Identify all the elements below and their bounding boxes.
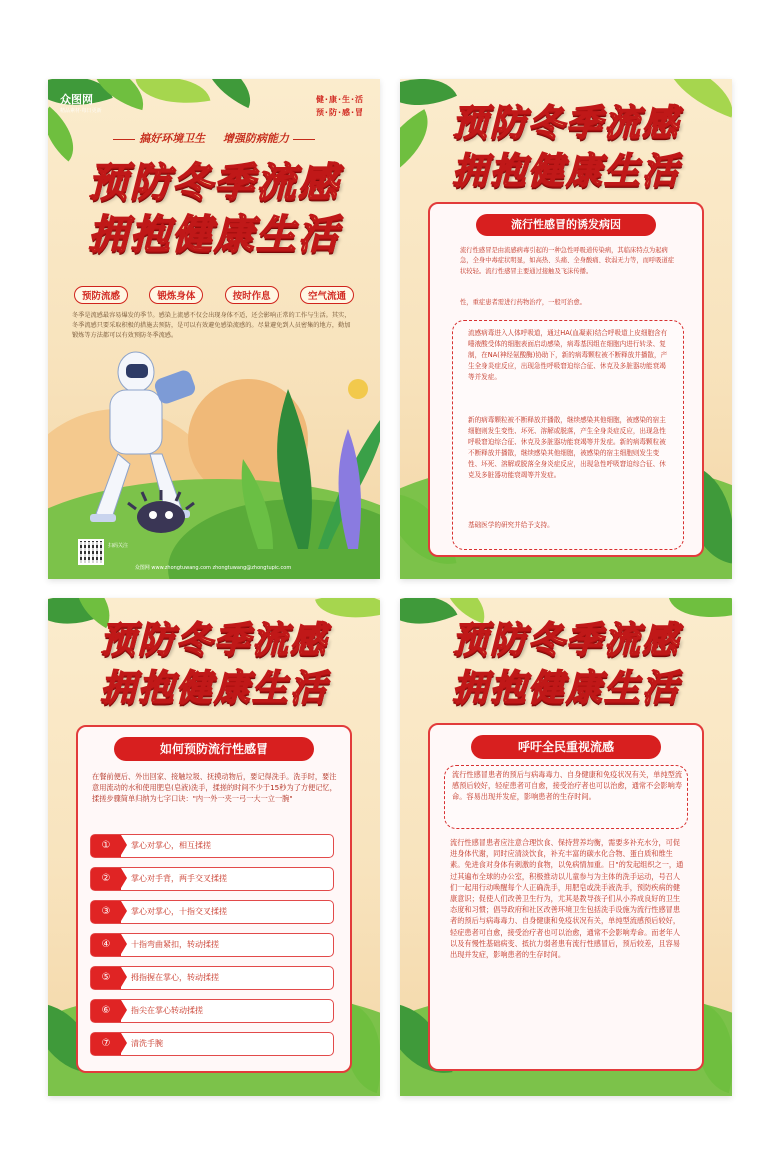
step-item: ④ 十指弯曲紧扣，转动揉搓 [90,933,334,957]
step-item: ⑦ 清洗手腕 [90,1032,334,1056]
side-tag: 健·康·生·活 预·防·感·冒 [315,95,365,117]
chip: 空气流通 [300,286,354,304]
title-line-2: 拥抱健康生活 [99,668,328,709]
qr-label: 扫码关注 [108,543,129,549]
title-line-2: 拥抱健康生活 [451,151,680,192]
step-item: ② 掌心对手背，两手交叉揉搓 [90,867,334,891]
info-card [428,202,704,557]
card-title: 如何预防流行性感冒 [114,737,314,761]
poster-4 [400,598,732,1096]
title-line-2: 拥抱健康生活 [88,212,340,258]
intro-text: 在餐前便后、外出回家、接触垃圾、抚摸动物后，要记得洗手。洗手时，要注意用流动的水和使用肥皂(皂液)洗手，揉搓的时间不少于15秒为了方便记忆，揉搓步骤简单归纳为七字口诀："内一外一夹一弓一大一立一腕" [92,772,337,804]
title-line-1: 预防冬季流感 [451,620,680,661]
qr-code [78,539,104,565]
card-title: 呼吁全民重视流感 [471,735,661,759]
title-line-2: 拥抱健康生活 [451,668,680,709]
body-paragraph: 流行性感冒是由流感病毒引起的一种急性呼吸道传染病，其临床特点为起病急，全身中毒症状明显，如高热、头痛、全身酸痛、软弱无力等，而呼吸道症状较轻。流行性感冒主要通过接触及飞沫传播。 [460,247,675,275]
title-line-1: 预防冬季流感 [88,160,340,206]
chip: 按时作息 [225,286,279,304]
step-item: ⑥ 指尖在掌心转动揉搓 [90,999,334,1023]
brand-logo: 众图网 精品素材·每日更新 [60,93,102,114]
step-item: ① 掌心对掌心，相互揉搓 [90,834,334,858]
info-card [428,723,704,1071]
highlight-text: 流行性感冒患者的预后与病毒毒力、自身健康和免疫状况有关，单纯型流感预后较好，轻症患者可自愈，接受治疗者也可以治愈，通常不会影响寿命。容易出现并发症，影响患者的生存时间。 [452,770,683,802]
title-line-1: 预防冬季流感 [451,103,680,144]
chip: 锻炼身体 [149,286,203,304]
plant-illustration [238,349,380,549]
intro-text: 冬季是流感最容易爆发的季节。感染上流感不仅会出现身体不适，还会影响正常的工作与生活。其实，冬季流感只要采取积极的措施去预防，是可以有效避免感染流感的。尽量避免到人员密集的地方，勤加锻炼等方法都可以有效预防冬季流感。 [72,312,351,339]
body-paragraph: 流感病毒进入人体呼吸道，通过HA(血凝素)结合呼吸道上皮细胞含有唾液酸受体的细胞表面启动感染，病毒基因组在细胞内进行转录、复制，在NA(神经氨酸酶)协助下，新的病毒颗粒被不断释放并播散，产生全身炎症反应，出现急性呼吸窘迫综合征、休克及多脏器功能衰竭等并发症。 [468,329,668,381]
slogan: 搞好环境卫生 增强防病能力 [48,130,380,146]
poster-3 [48,598,380,1096]
leaf-decoration [136,79,211,113]
chip: 预防流感 [74,286,128,304]
tip-chips [74,286,354,304]
card-title: 流行性感冒的诱发病因 [476,214,656,236]
title-line-1: 预防冬季流感 [99,620,328,661]
step-item: ③ 掌心对掌心，十指交叉揉搓 [90,900,334,924]
body-paragraph: 性，重症患者需进行药物治疗，一般可治愈。 [460,299,586,306]
poster-2 [400,79,732,579]
poster-1 [48,79,380,579]
footer-text: 众图网 www.zhongtuwang.com zhongtuwang@zhongtupic.com [134,565,292,571]
body-paragraph: 基础医学的研究并给予支持。 [468,521,554,529]
body-paragraph: 新的病毒颗粒被不断释放并播散，继续感染其他细胞，被感染的宿主细胞则发生变性、坏死、溶解或脱落，产生全身炎症反应，出现急性呼吸窘迫综合征、休克及多脏器功能衰竭等并发症。新的病毒颗粒被不断释放并播散，继续感染其他细胞，被感染的宿主细胞则发生变性、坏死、溶解或脱落全身炎症反应，出现急性呼吸窘迫综合征、休克及多脏器功能衰竭等并发症。 [468,416,666,479]
body-paragraph: 流行性感冒患者应注意合理饮食、保持营养均衡，需要多补充水分，可促进身体代谢，同时应清淡饮食，补充丰富的碳水化合物、蛋白质和维生素。免进食对身体有刺激的食物，以免病情加重。日"的发起组织之一，通过其遍布全球的办公室，积极推动以儿童参与为主体的洗手运动，号召人们一起用行动唤醒每个人正确洗手，用肥皂或洗手液洗手，预防疾病的健康意识；促使人们改善卫生行为，尤其是教导孩子们从小养成良好的卫生态度和习惯；倡导政府和社区改善环境卫生包括洗手设施为流行性感冒患者的预后与病毒毒力、自身健康和免疫状况有关，单纯型流感预后较好，轻症患者可自愈，接受治疗者也可以治愈，通常不会影响寿命。而老年人以及有慢性基础病变、抵抗力弱者患有流行性感冒后，预后较差，且容易出现并发症，影响患者的生存时间。 [450,838,684,960]
virus-icon [126,489,196,539]
step-item: ⑤ 拇指握在掌心，转动揉搓 [90,966,334,990]
